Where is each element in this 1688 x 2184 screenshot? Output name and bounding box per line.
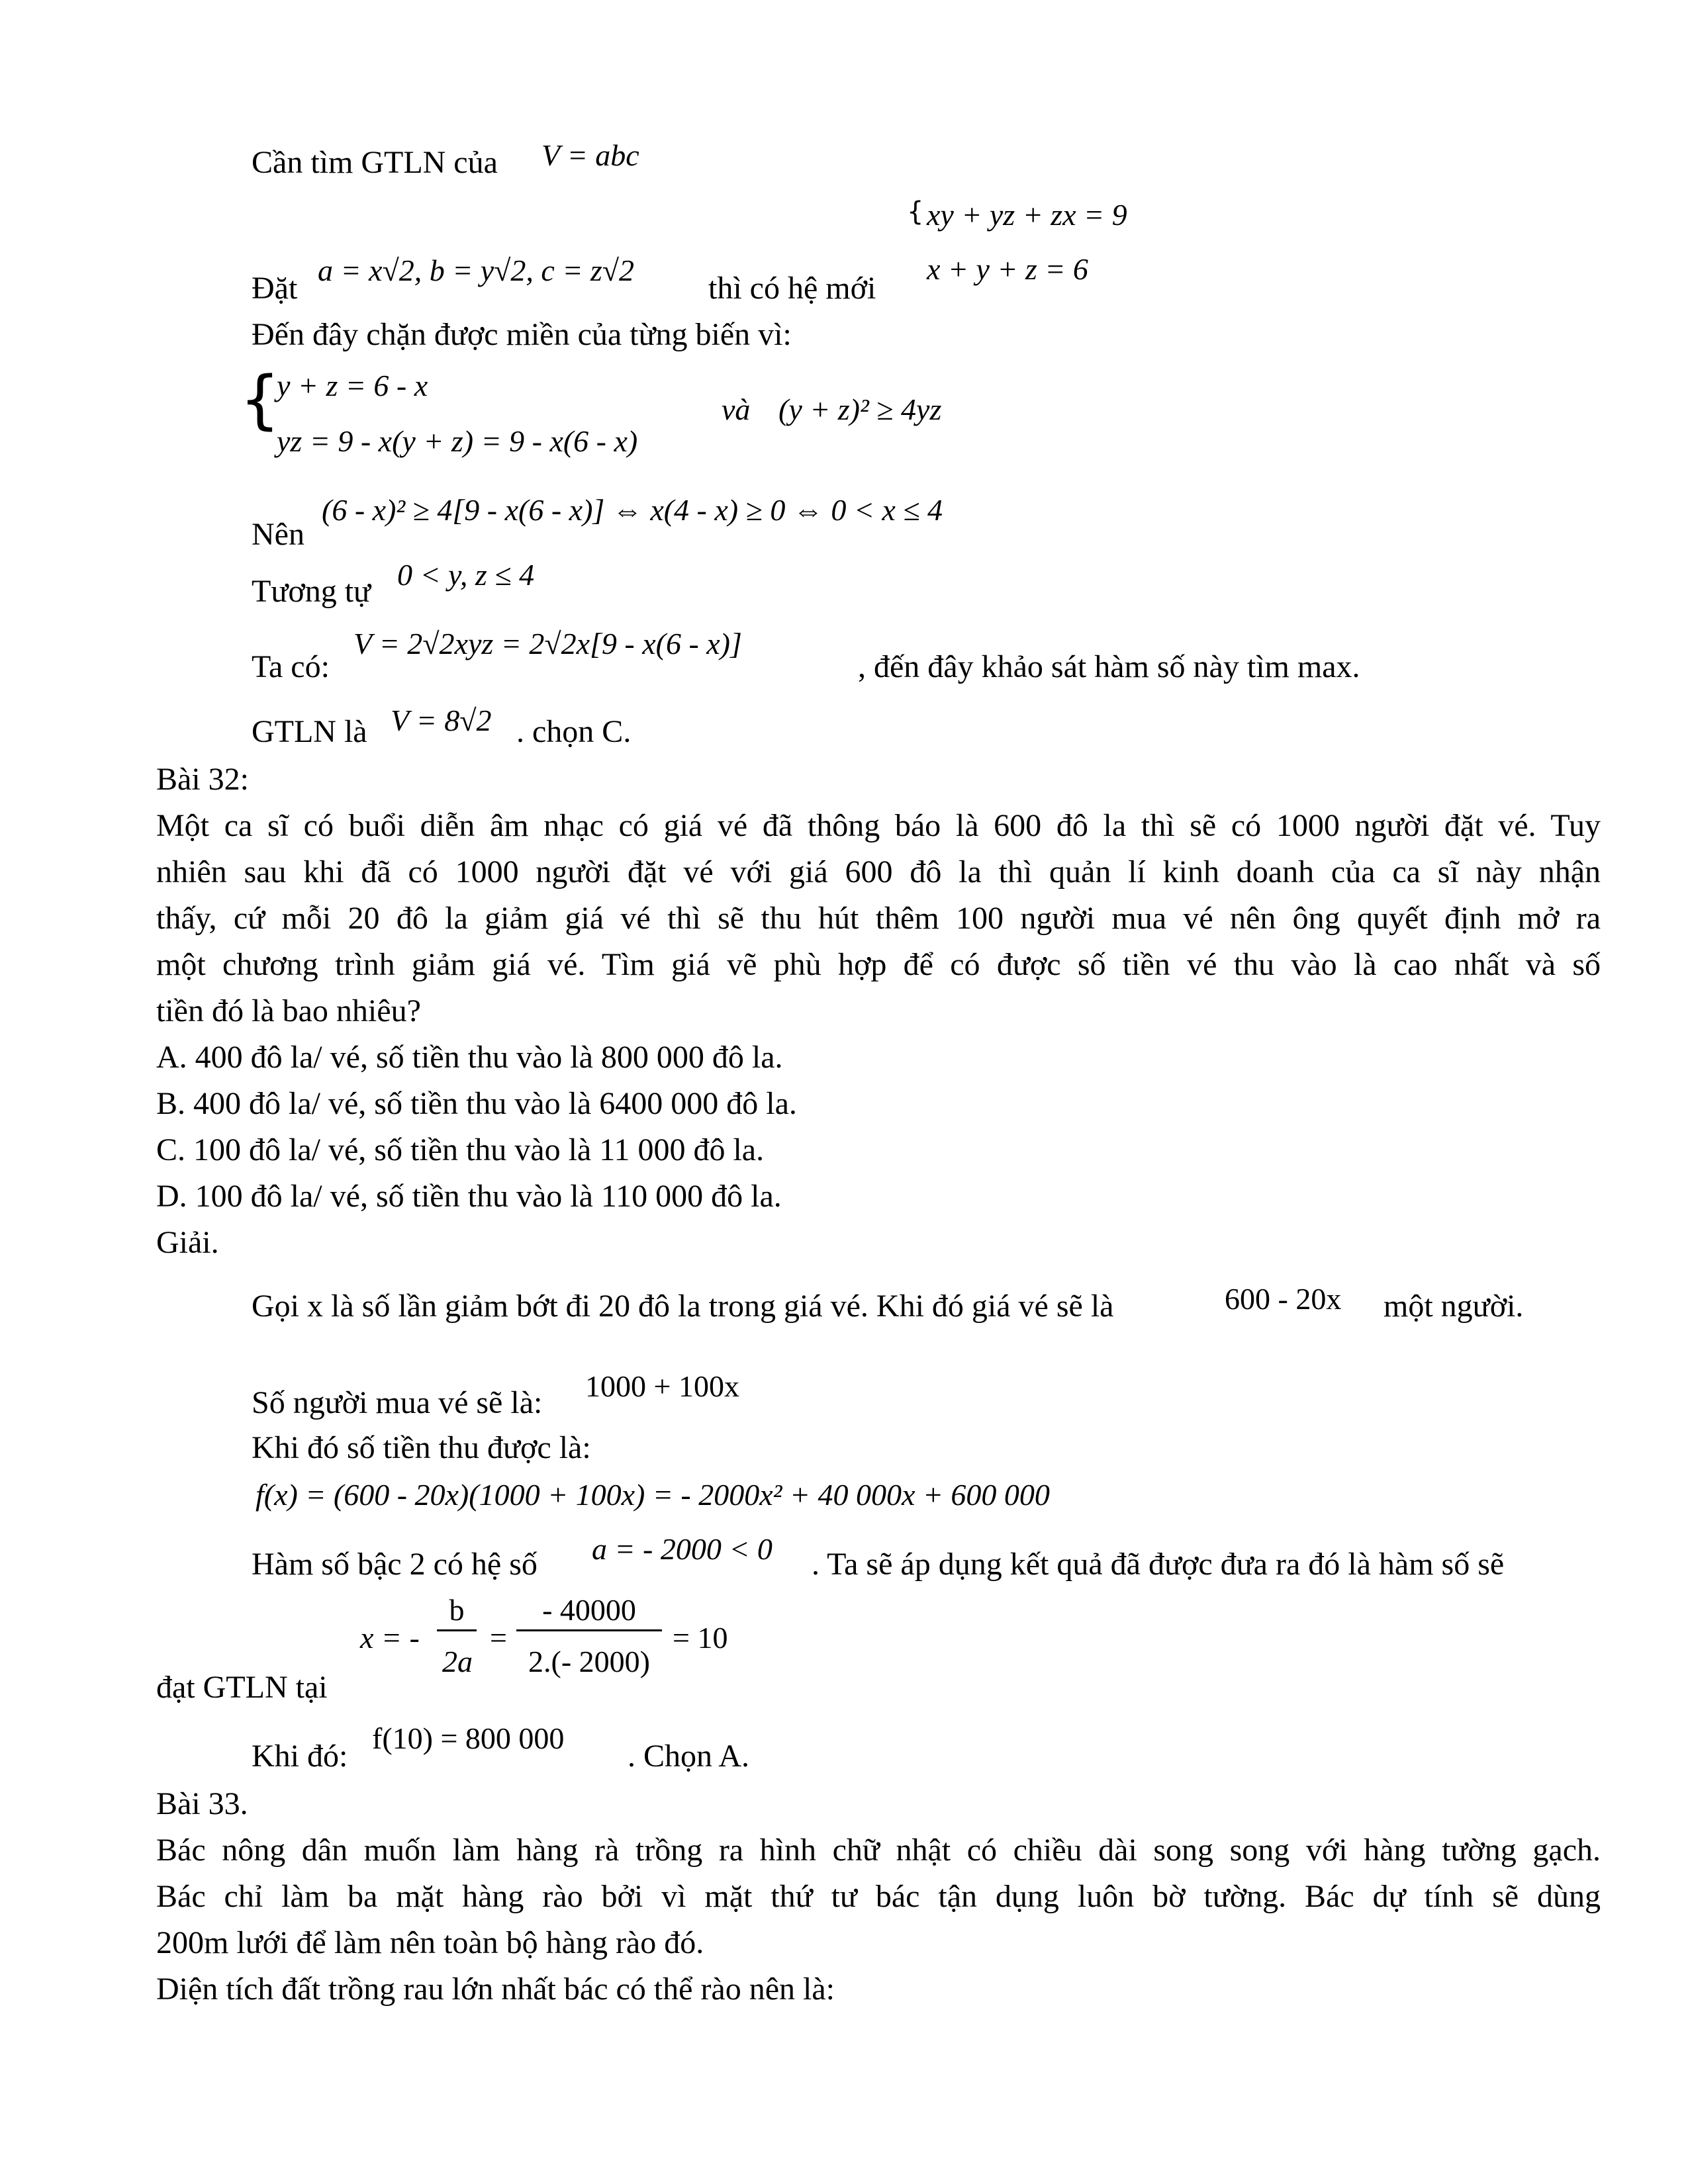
vertex-numerator-2: - 40000 xyxy=(542,1593,636,1627)
similar-label: Tương tự xyxy=(252,574,371,609)
problem-33-title: Bài 33. xyxy=(156,1786,248,1821)
vertex-numerator-1: b xyxy=(449,1593,465,1627)
option-c: C. 100 đô la/ vé, số tiền thu vào là 11 000 đô la. xyxy=(156,1132,765,1167)
bound-eq-2: yz = 9 - x(y + z) = 9 - x(6 - x) xyxy=(277,424,638,458)
max-formula: V = 8√2 xyxy=(391,704,492,737)
buyers-text: Số người mua vé sẽ là: xyxy=(252,1385,543,1420)
we-have-label: Ta có: xyxy=(252,649,330,684)
quad-text: Hàm số bậc 2 có hệ số xyxy=(252,1547,538,1582)
problem-32-statement-line: một chương trình giảm giá vé. Tìm giá vẽ phù hợp để có được số tiền vé thu vào là cao nhất và số xyxy=(156,947,1601,982)
bound-eq-1: y + z = 6 - x xyxy=(277,369,428,402)
vertex-equals: = xyxy=(490,1621,507,1655)
quad-tail: . Ta sẽ áp dụng kết quả đã được đưa ra đó là hàm số sẽ xyxy=(812,1547,1505,1582)
vertex-result: = 10 xyxy=(673,1621,728,1655)
problem-32-statement-line: thấy, cứ mỗi 20 đô la giảm giá vé thì sẽ thu hút thêm 100 người mua vé nên ông quyết định mở ra xyxy=(156,901,1601,936)
option-b: B. 400 đô la/ vé, số tiền thu vào là 6400 000 đô la. xyxy=(156,1086,797,1121)
new-system-text: thì có hệ mới xyxy=(708,271,876,306)
revenue-text: Khi đó số tiền thu được là: xyxy=(252,1430,591,1465)
problem-32-statement-line: Một ca sĩ có buổi diễn âm nhạc có giá vé đã thông báo là 600 đô la thì sẽ có 1000 người đặt vé. Tuy xyxy=(156,808,1601,843)
set-label: Đặt xyxy=(252,271,298,306)
system-eq-2: x + y + z = 6 xyxy=(927,252,1088,286)
fraction-bar-2 xyxy=(516,1629,662,1631)
so-label: Nên xyxy=(252,517,305,552)
then-label: Khi đó: xyxy=(252,1739,348,1774)
similar-formula: 0 < y, z ≤ 4 xyxy=(397,558,535,592)
vertex-denominator-2: 2.(- 2000) xyxy=(528,1645,650,1678)
max-tail: . chọn C. xyxy=(516,714,632,749)
problem-32-title: Bài 32: xyxy=(156,762,249,797)
problem-33-statement-line: Bác chỉ làm ba mặt hàng rào bởi vì mặt thứ tư bác tận dụng luôn bờ tường. Bác dự tính sẽ dùng xyxy=(156,1879,1601,1914)
buyers-formula: 1000 + 100x xyxy=(585,1369,739,1403)
fraction-bar-1 xyxy=(437,1629,477,1631)
we-have-formula: V = 2√2xyz = 2√2x[9 - x(6 - x)] xyxy=(353,627,742,660)
bound-and: và xyxy=(722,392,751,426)
option-d: D. 100 đô la/ vé, số tiền thu vào là 110 000 đô la. xyxy=(156,1179,782,1214)
find-max-text: Cần tìm GTLN của xyxy=(252,145,498,180)
problem-32-statement-line: nhiên sau khi đã có 1000 người đặt vé với giá 600 đô la thì quản lí kinh doanh của ca sĩ này nhận xyxy=(156,854,1601,889)
max-label: GTLN là xyxy=(252,714,367,749)
system-eq-1: xy + yz + zx = 9 xyxy=(927,198,1127,232)
substitution-formula: a = x√2, b = y√2, c = z√2 xyxy=(318,253,635,287)
system-brace: { xyxy=(907,197,924,227)
bound-text: Đến đây chặn được miền của từng biến vì: xyxy=(252,317,792,352)
problem-33-statement-line: Bác nông dân muốn làm hàng rà trồng ra hình chữ nhật có chiều dài song song với hàng tường gạch. xyxy=(156,1833,1601,1868)
problem-33-question: Diện tích đất trồng rau lớn nhất bác có thể rào nên là: xyxy=(156,1972,835,2007)
per-person-text: một người. xyxy=(1383,1289,1524,1324)
vertex-denominator-1: 2a xyxy=(442,1645,473,1678)
bound-inequality: (y + z)² ≥ 4yz xyxy=(778,392,942,426)
then-formula: f(10) = 800 000 xyxy=(372,1721,565,1755)
bound-brace: { xyxy=(240,363,281,437)
problem-32-statement-line: tiền đó là bao nhiêu? xyxy=(156,993,421,1028)
revenue-formula: f(x) = (600 - 20x)(1000 + 100x) = - 2000x² + 40 000x + 600 000 xyxy=(256,1478,1050,1512)
we-have-tail: , đến đây khảo sát hàm số này tìm max. xyxy=(858,649,1360,684)
price-formula: 600 - 20x xyxy=(1225,1282,1342,1316)
let-text: Gọi x là số lần giảm bớt đi 20 đô la trong giá vé. Khi đó giá vé sẽ là xyxy=(252,1289,1114,1324)
max-at-text: đạt GTLN tại xyxy=(156,1670,328,1705)
option-a: A. 400 đô la/ vé, số tiền thu vào là 800 000 đô la. xyxy=(156,1040,783,1075)
volume-formula: V = abc xyxy=(541,138,639,172)
then-tail: . Chọn A. xyxy=(628,1739,750,1774)
solution-label: Giải. xyxy=(156,1225,219,1260)
vertex-lhs: x = - xyxy=(360,1621,420,1655)
quad-formula: a = - 2000 < 0 xyxy=(592,1532,773,1566)
problem-33-statement-line: 200m lưới để làm nên toàn bộ hàng rào đó. xyxy=(156,1925,704,1960)
so-formula: (6 - x)² ≥ 4[9 - x(6 - x)] ⇔ x(4 - x) ≥ 0 ⇔ 0 < x ≤ 4 xyxy=(322,493,943,527)
